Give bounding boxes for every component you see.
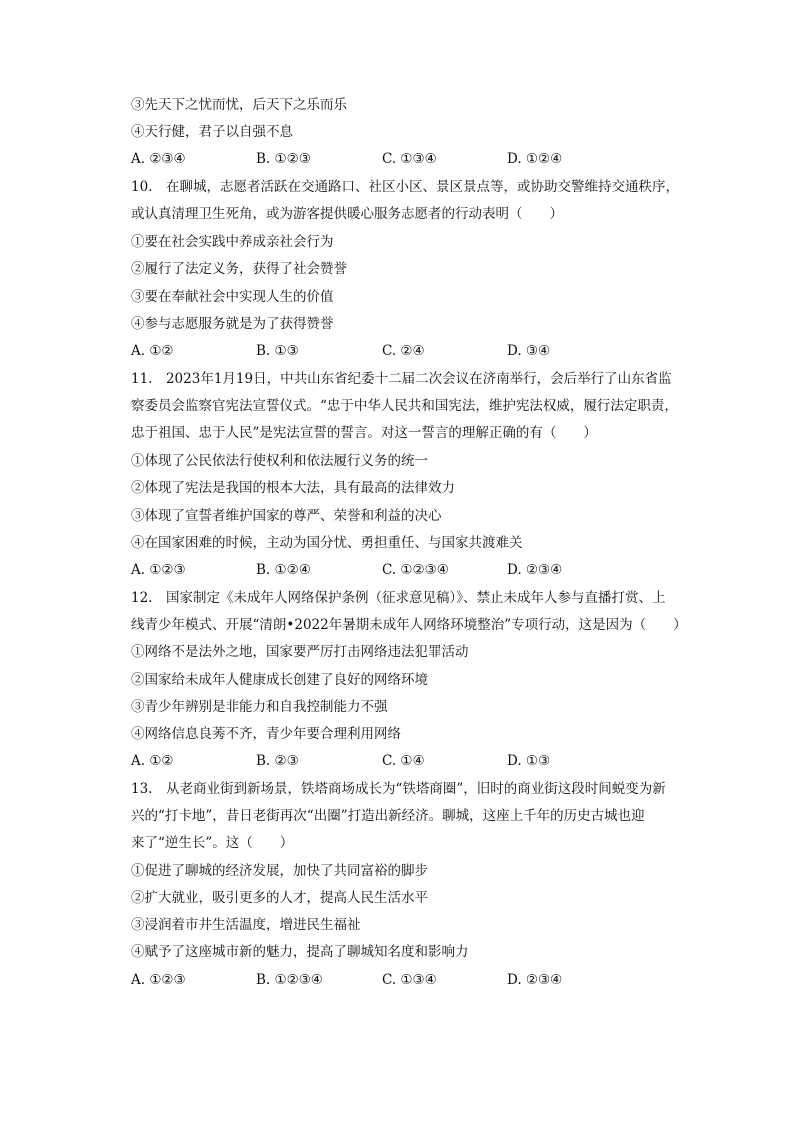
q13-stem-line-1: 13. 从老商业街到新场景，铁塔商场成长为“铁塔商圈”，旧时的商业街这段时间蜕变为新 [131, 781, 666, 797]
q10-option-b: B. ①③ [256, 343, 299, 359]
q12-option-d: D. ①③ [507, 753, 551, 769]
q13-option-d: D. ②③④ [507, 972, 563, 988]
q11-options [131, 561, 731, 579]
q12-stem-line-1: 12. 国家制定《未成年人网络保护条例（征求意见稿）》、禁止未成年人参与直播打赏、上 [131, 590, 666, 606]
q10-statement-2: ②履行了法定义务，获得了社会赞誉 [131, 261, 347, 277]
q10-statement-1: ①要在社会实践中养成亲社会行为 [131, 234, 334, 250]
q12-statement-4: ④网络信息良莠不齐，青少年要合理利用网络 [131, 726, 401, 742]
q12-option-b: B. ②③ [256, 753, 299, 769]
q13-option-c: C. ①③④ [382, 972, 437, 988]
q11-statement-2: ②体现了宪法是我国的根本大法，具有最高的法律效力 [131, 480, 455, 496]
q12-statement-2: ②国家给未成年人健康成长创建了良好的网络环境 [131, 672, 428, 688]
q10-statement-3: ③要在奉献社会中实现人生的价值 [131, 289, 334, 305]
q13-option-a: A. ①②③ [131, 972, 186, 988]
q10-option-a: A. ①② [131, 343, 174, 359]
q10-stem-line-1: 10. 在聊城，志愿者活跃在交通路口、社区小区、景区景点等，或协助交警维持交通秩序， [131, 179, 679, 195]
q12-stem-line-2: 线青少年模式、开展“清朗•2022年暑期未成年人网络环境整治”专项行动，这是因为（ ） [131, 617, 687, 633]
q9-option-a: A. ②③④ [131, 151, 186, 167]
q9-options [131, 150, 731, 168]
q12-options [131, 752, 731, 770]
q10-stem-line-2: 或认真清理卫生死角，或为游客提供暖心服务志愿者的行动表明（ ） [131, 206, 563, 222]
q11-stem-line-2: 察委员会监察官宪法宣誓仪式。“忠于中华人民共和国宪法，维护宪法权威，履行法定职责， [131, 398, 678, 414]
q9-statement-3: ③先天下之忧而忧，后天下之乐而乐 [131, 97, 347, 113]
q11-option-d: D. ②③④ [507, 562, 563, 578]
q13-stem-line-2: 兴的“打卡地”，昔日老街再次“出圈”打造出新经济。聊城，这座上千年的历史古城也迎 [131, 808, 645, 824]
q11-stem-line-1: 11. 2023年1月19日，中共山东省纪委十二届二次会议在济南举行，会后举行了山东省监 [131, 371, 672, 387]
q11-option-b: B. ①②④ [256, 562, 311, 578]
q13-stem-line-3: 来了“逆生长”。这（ ） [131, 835, 294, 851]
q13-option-b: B. ①②③④ [256, 972, 323, 988]
q9-option-b: B. ①②③ [256, 151, 311, 167]
q10-statement-4: ④参与志愿服务就是为了获得赞誉 [131, 316, 334, 332]
q13-statement-4: ④赋予了这座城市新的魅力，提高了聊城知名度和影响力 [131, 944, 469, 960]
q12-statement-1: ①网络不是法外之地，国家要严厉打击网络违法犯罪活动 [131, 644, 469, 660]
q13-options [131, 971, 731, 989]
q9-option-d: D. ①②④ [507, 151, 563, 167]
q9-option-c: C. ①③④ [382, 151, 437, 167]
q13-statement-1: ①促进了聊城的经济发展，加快了共同富裕的脚步 [131, 863, 428, 879]
q11-option-c: C. ①②③④ [382, 562, 449, 578]
q10-option-d: D. ③④ [507, 343, 551, 359]
q9-statement-4: ④天行健，君子以自强不息 [131, 124, 293, 140]
q13-statement-2: ②扩大就业，吸引更多的人才，提高人民生活水平 [131, 890, 428, 906]
q11-statement-3: ③体现了宣誓者维护国家的尊严、荣誉和利益的决心 [131, 508, 442, 524]
q11-option-a: A. ①②③ [131, 562, 186, 578]
q12-option-c: C. ①④ [382, 753, 425, 769]
q11-statement-1: ①体现了公民依法行使权利和依法履行义务的统一 [131, 453, 428, 469]
q12-option-a: A. ①② [131, 753, 174, 769]
q10-option-c: C. ②④ [382, 343, 425, 359]
q13-statement-3: ③浸润着市井生活温度，增进民生福祉 [131, 917, 361, 933]
q11-stem-line-3: 忠于祖国、忠于人民”是宪法宣誓的誓言。对这一誓言的理解正确的有（ ） [131, 425, 597, 441]
q11-statement-4: ④在国家困难的时候，主动为国分忧、勇担重任、与国家共渡难关 [131, 535, 523, 551]
q10-options [131, 342, 731, 360]
q12-statement-3: ③青少年辨别是非能力和自我控制能力不强 [131, 699, 388, 715]
